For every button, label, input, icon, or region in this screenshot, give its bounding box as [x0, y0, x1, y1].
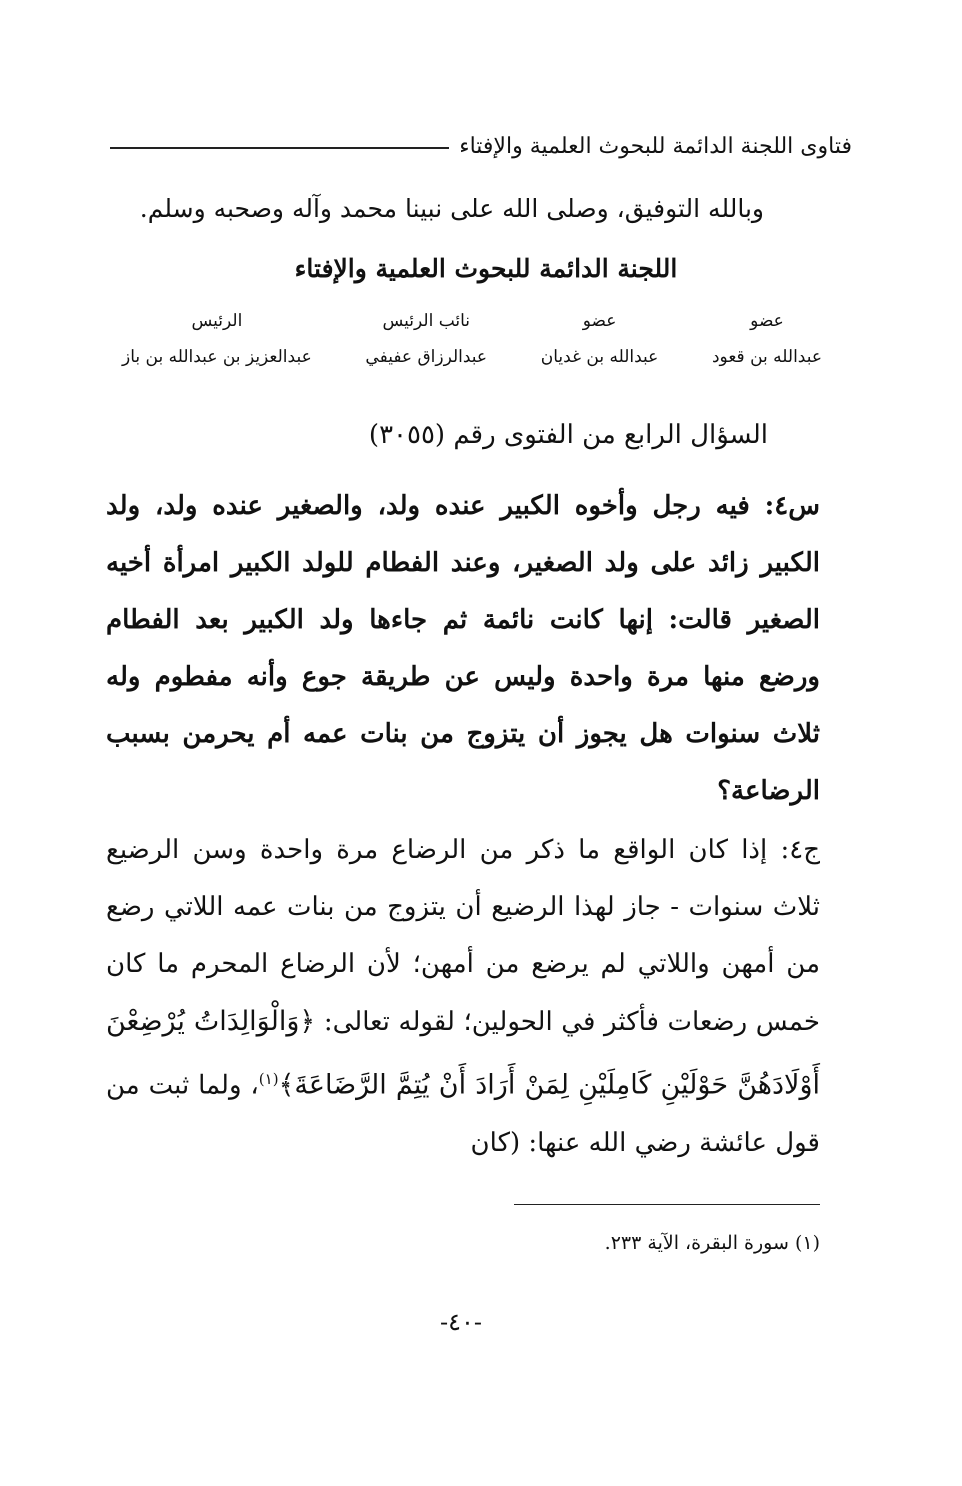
signatory-role: الرئيس [191, 311, 243, 331]
signatory [122, 308, 312, 388]
footnote-rule [514, 1204, 820, 1205]
signatory [712, 308, 822, 388]
signatories [122, 308, 822, 388]
question-text: س٤: فيه رجل وأخوه الكبير عنده ولد، والصغير عنده ولد، ولد الكبير زائد على ولد الصغير، وعند الفطام للولد الكبير امرأة أخيه الصغير قالت: إنها كانت نائمة ثم جاءها ولد الكبير بعد الفطام ورضع منها مرة واحدة وليس عن طريقة جوع وأنه مفطوم وله ثلاث سنوات هل يجوز أن يتزوج من بنات عمه أم يحرمن بسبب الرضاعة؟ [106, 491, 820, 806]
signatory [365, 308, 487, 388]
footnote: (١) سورة البقرة، الآية ٢٣٣. [604, 1232, 820, 1254]
answer-part-1: ج٤: إذا كان الواقع ما ذكر من الرضاع مرة واحدة وسن الرضيع ثلاث سنوات - جاز لهذا الرضيع أن يتزوج من بنات عمه اللاتي رضع من أمهن واللاتي لم يرضع من أمهن؛ لأن الرضاع المحرم ما كان خمس رضعات فأكثر في الحولين؛ لقوله تعالى: [106, 835, 821, 1037]
answer-part-2: ، ولما ثبت من قول عائشة رضي الله عنها: (كان [106, 1070, 820, 1158]
signatory-name: عبدالله بن غديان [540, 347, 659, 367]
running-header [110, 126, 852, 166]
signatory-name: عبدالرزاق عفيفي [365, 347, 488, 367]
closing-line: وبالله التوفيق، وصلى الله على نبينا محمد وآله وصحبه وسلم. [139, 194, 764, 223]
answer-text [106, 822, 820, 1172]
signatory-role: نائب الرئيس [382, 311, 471, 331]
quran-verse: ﴿وَالْوَالِدَاتُ يُرْضِعْنَ أَوْلَادَهُنَّ حَوْلَيْنِ كَامِلَيْنِ لِمَنْ أَرَادَ أَنْ يُتِمَّ الرَّضَاعَةَ﴾ [106, 1006, 820, 1101]
question-title: السؤال الرابع من الفتوى رقم (٣٠٥٥) [368, 420, 768, 450]
header-rule [110, 147, 449, 149]
signatory [541, 308, 659, 388]
signatory-name: عبدالله بن قعود [711, 347, 822, 367]
footnote-reference: (١) [258, 1070, 279, 1088]
book-title: فتاوى اللجنة الدائمة للبحوث العلمية والإفتاء [459, 133, 852, 159]
signatory-name: عبدالعزيز بن عبدالله بن باز [122, 347, 312, 367]
committee-name: اللجنة الدائمة للبحوث العلمية والإفتاء [294, 254, 678, 283]
signatory-role: عضو [750, 311, 784, 331]
signatory-role: عضو [582, 311, 617, 331]
page-number: -٤٠- [440, 1308, 482, 1336]
